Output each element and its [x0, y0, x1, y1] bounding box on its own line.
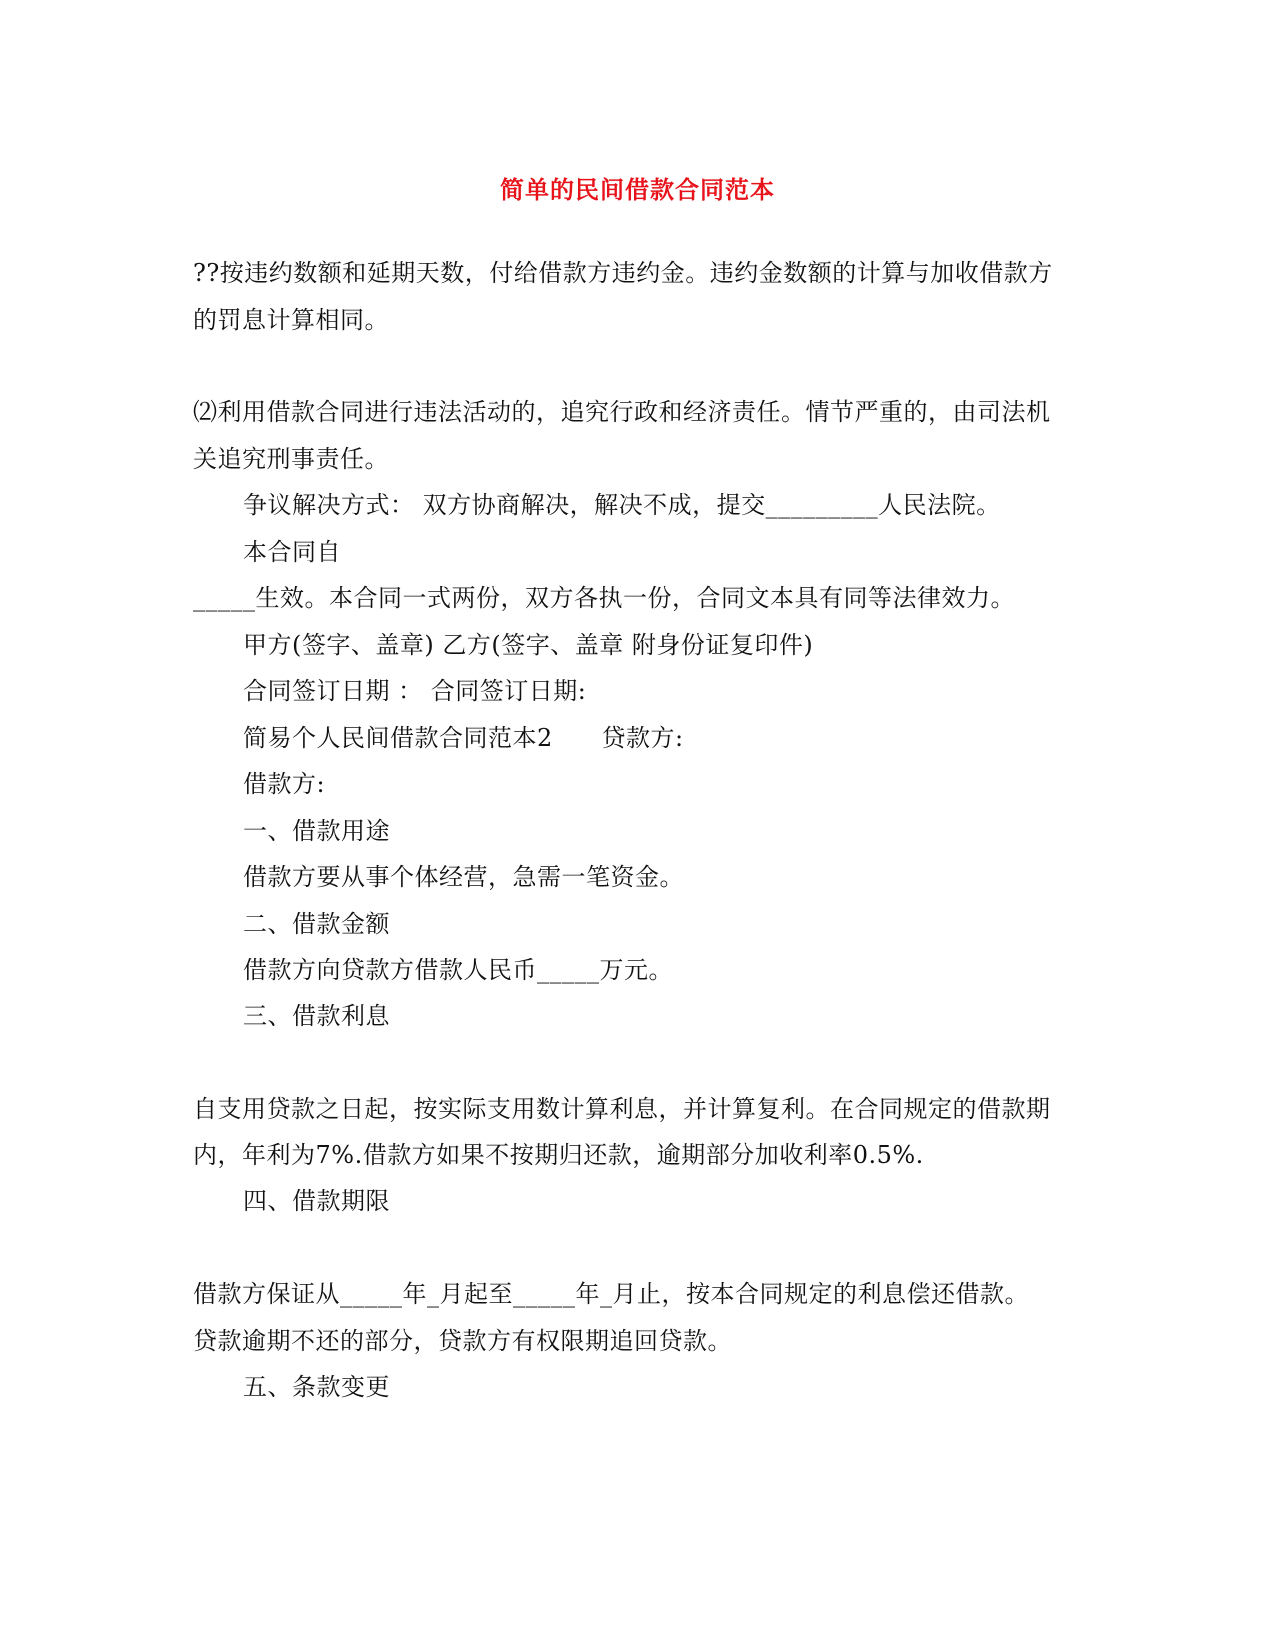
- section-heading: 五、条款变更: [243, 1373, 390, 1401]
- paragraph-line: _____生效。本合同一式两份，双方各执一份，合同文本具有同等法律效力。: [193, 584, 1015, 612]
- paragraph-line: ⑵利用借款合同进行违法活动的，追究行政和经济责任。情节严重的，由司法机: [193, 398, 1051, 426]
- paragraph-line: 借款方向贷款方借款人民币_____万元。: [243, 956, 673, 984]
- document-title: 简单的民间借款合同范本: [500, 176, 775, 204]
- paragraph-line: 借款方:: [243, 770, 326, 798]
- paragraph-line: 关追究刑事责任。: [193, 445, 389, 473]
- section-heading: 三、借款利息: [243, 1002, 390, 1030]
- paragraph-line: 简易个人民间借款合同范本2 贷款方:: [243, 724, 684, 752]
- date-line: 合同签订日期 ： 合同签订日期:: [243, 677, 587, 705]
- paragraph-line: 的罚息计算相同。: [193, 306, 389, 334]
- section-heading: 一、借款用途: [243, 817, 390, 845]
- paragraph-line: 贷款逾期不还的部分，贷款方有权限期追回贷款。: [193, 1327, 732, 1355]
- paragraph-line: 自支用贷款之日起，按实际支用数计算利息，并计算复利。在合同规定的借款期: [193, 1095, 1051, 1123]
- paragraph-line: 借款方保证从_____年_月起至_____年_月止，按本合同规定的利息偿还借款。: [193, 1280, 1029, 1308]
- paragraph-line: ??按违约数额和延期天数，付给借款方违约金。违约金数额的计算与加收借款方: [193, 259, 1053, 287]
- paragraph-line: 借款方要从事个体经营，急需一笔资金。: [243, 863, 684, 891]
- paragraph-line: 本合同自: [243, 538, 341, 566]
- section-heading: 四、借款期限: [243, 1187, 390, 1215]
- paragraph-line: 内，年利为7%.借款方如果不按期归还款，逾期部分加收利率0.5%.: [193, 1141, 924, 1169]
- signature-line: 甲方(签字、盖章) 乙方(签字、盖章 附身份证复印件): [243, 631, 814, 659]
- paragraph-line: 争议解决方式： 双方协商解决，解决不成，提交_________人民法院。: [243, 491, 1001, 519]
- section-heading: 二、借款金额: [243, 910, 390, 938]
